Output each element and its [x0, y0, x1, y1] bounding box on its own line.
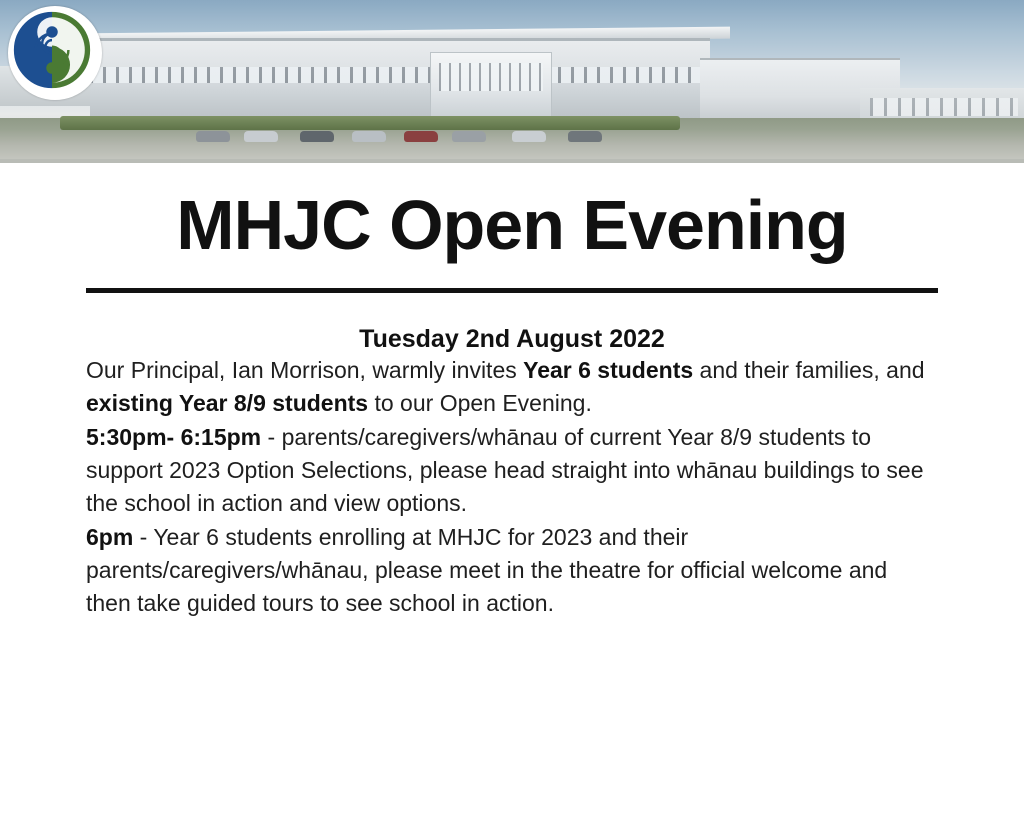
- page-title: MHJC Open Evening: [176, 186, 848, 264]
- parked-car: [300, 131, 334, 142]
- parked-car: [404, 131, 438, 142]
- building-centre-block: [430, 52, 552, 124]
- intro-bold-2: existing Year 8/9 students: [86, 390, 369, 417]
- intro-text-1: Our Principal, Ian Morrison, warmly invites: [86, 357, 524, 383]
- session-2-paragraph: [86, 521, 938, 621]
- session-1-time: 5:30pm- 6:15pm: [86, 423, 262, 450]
- parked-car: [244, 131, 278, 142]
- banner-bottom-edge: [0, 159, 1024, 163]
- session-2-text: - Year 6 students enrolling at MHJC for 2023 and their parents/caregivers/whānau, please meet in the theatre for official welcome and then take guided tours to see school in action.: [86, 523, 888, 617]
- header-banner-image: [0, 0, 1024, 163]
- intro-text-2: and their families, and: [693, 357, 925, 383]
- parked-car: [352, 131, 386, 142]
- school-crest-logo: [8, 6, 102, 100]
- session-1-paragraph: [86, 421, 938, 521]
- building-main: [90, 38, 710, 123]
- parked-car: [568, 131, 602, 142]
- session-2-time: 6pm: [86, 523, 134, 550]
- event-date: Tuesday 2nd August 2022: [359, 325, 665, 353]
- hedge-row: [60, 116, 680, 130]
- intro-text-3: to our Open Evening.: [368, 390, 592, 417]
- koru-logo-icon: [11, 9, 93, 91]
- intro-paragraph: [86, 354, 938, 421]
- parked-car: [196, 131, 230, 142]
- title-divider: [86, 288, 938, 293]
- document-body: [0, 187, 1024, 621]
- session-1-text: - parents/caregivers/whānau of current Year 8/9 students to support 2023 Option Selections, please head straight into whānau buildings to see the school in action and view options.: [86, 423, 924, 517]
- parked-car: [512, 131, 546, 142]
- parked-car: [452, 131, 486, 142]
- intro-bold-1: Year 6 students: [523, 357, 694, 383]
